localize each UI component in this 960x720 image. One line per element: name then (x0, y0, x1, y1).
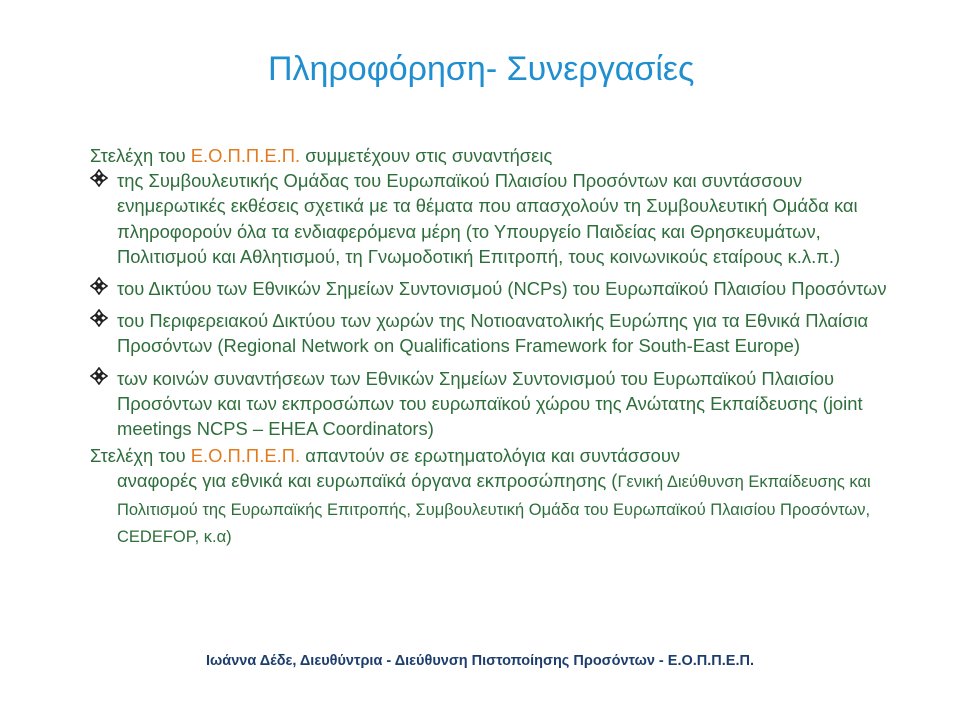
org-acronym: Ε.Ο.Π.Π.Ε.Π. (190, 145, 301, 166)
bullet-text: των κοινών συναντήσεων των Εθνικών Σημείων Συντονισμού του Ευρωπαϊκού Πλαισίου Προσόντων και των εκπροσώπων του ευρωπαϊκού χώρου της Ανώτατης Εκπαίδευσης (joint meetings NCPS – EHEA Coordinators) (117, 367, 863, 440)
bullet-item (90, 276, 910, 301)
bullet-item (90, 366, 910, 442)
bullet-item (90, 168, 910, 269)
diamond-bullet-icon (90, 277, 108, 295)
diamond-bullet-icon (90, 309, 108, 327)
response-details (90, 468, 910, 550)
bullet-text: της Συμβουλευτικής Ομάδας του Ευρωπαϊκού Πλαισίου Προσόντων και συντάσσουν ενημερωτικές εκθέσεις σχετικά με τα θέματα που απασχολούν τη Συμβουλευτική Ομάδα και πληροφορούν όλα τα ενδιαφερόμενα μέρη (το Υπουργείο Παιδείας και Θρησκευμάτων, Πολιτισμού και Αθλητισμού, τη Γνωμοδοτική Επιτροπή, τους κοινωνικούς εταίρους κ.λ.π.) (117, 170, 858, 267)
intro-prefix: Στελέχη του (90, 145, 191, 166)
bullet-item (90, 308, 910, 358)
response-paragraph (90, 443, 910, 468)
org-acronym: Ε.Ο.Π.Π.Ε.Π. (190, 445, 301, 467)
bullet-text: του Περιφερειακού Δικτύου των χωρών της Νοτιοανατολικής Ευρώπης για τα Εθνικά Πλαίσια Προσόντων (Regional Network on Qualifications Framework for South-East Europe) (117, 310, 869, 357)
diamond-bullet-icon (90, 367, 108, 385)
response-prefix: Στελέχη του (90, 445, 191, 467)
page-title: Πληροφόρηση- Συνεργασίες (268, 50, 695, 88)
bullet-text: του Δικτύου των Εθνικών Σημείων Συντονισμού (NCPs) του Ευρωπαϊκού Πλαισίου Προσόντων (117, 278, 887, 300)
response-main-text: αναφορές για εθνικά και ευρωπαϊκά όργανα εκπροσώπησης ( (117, 470, 618, 492)
intro-suffix: συμμετέχουν στις συναντήσεις (300, 145, 553, 166)
footer-author: Ιωάννα Δέδε, Διευθύντρια - Διεύθυνση Πιστοποίησης Προσόντων - Ε.Ο.Π.Π.Ε.Π. (206, 653, 754, 669)
response-suffix: απαντούν σε ερωτηματολόγια και συντάσσουν (300, 445, 681, 467)
diamond-bullet-icon (90, 169, 108, 187)
intro-paragraph (90, 143, 910, 168)
content-body (90, 143, 910, 550)
response-bodies-list: Γενική Διεύθυνση Εκπαίδευσης και Πολιτισμού της Ευρωπαϊκής Επιτροπής, Συμβουλευτική Ομάδα του Ευρωπαϊκού Πλαισίου Προσόντων, CEDEFOP, κ.α) (117, 473, 871, 546)
